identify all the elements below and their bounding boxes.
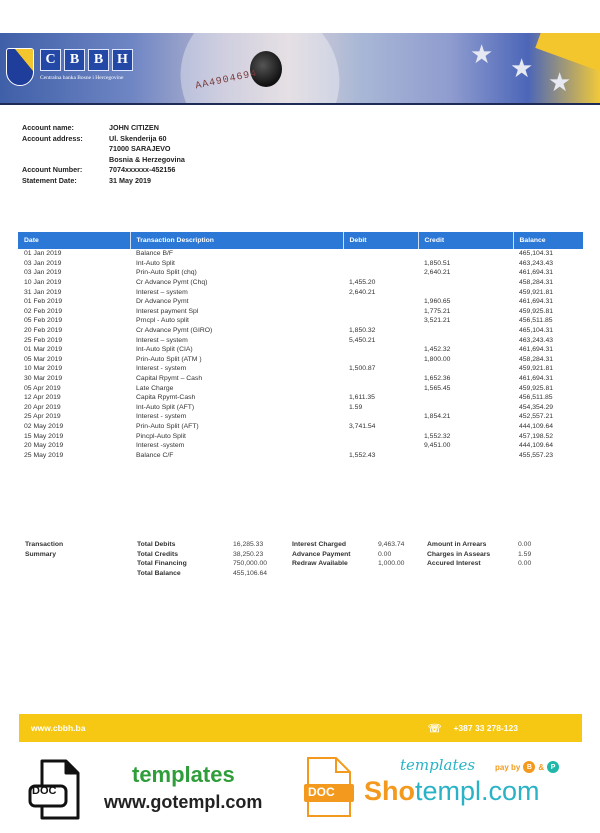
summary-label: Charges in Assears: [427, 550, 491, 558]
doc-icon-label: DOC: [308, 785, 335, 799]
cell-debit: 1,455.20: [349, 279, 376, 287]
cell-date: 02 Feb 2019: [24, 307, 63, 315]
cell-credit: [418, 335, 513, 345]
cell-debit: 1,611.35: [349, 394, 375, 402]
cell-description: Capita Rpymt-Cash: [136, 394, 196, 402]
table-row: [18, 412, 583, 422]
summary-label: Interest Charged: [292, 541, 347, 548]
footer-contact: [428, 722, 518, 735]
account-value: JOHN CITIZEN: [109, 123, 159, 132]
logo-letter: C: [40, 49, 61, 71]
cell-debit: [343, 374, 418, 384]
cell-balance: 458,284.31: [519, 355, 554, 363]
cell-credit: [418, 403, 513, 413]
cell-balance: 457,198.52: [519, 432, 554, 440]
account-label: Account name:: [22, 123, 74, 132]
table-row: [18, 278, 583, 288]
cell-date: 05 Feb 2019: [24, 317, 63, 325]
logo-letter: B: [64, 49, 85, 71]
cell-description: Interest - system: [136, 365, 187, 373]
table-row: [18, 307, 583, 317]
cell-debit: [343, 307, 418, 317]
cell-credit: 9,451.00: [424, 442, 451, 450]
cell-date: 12 Apr 2019: [24, 394, 61, 402]
cell-description: Cr Advance Pymt (GIRO): [136, 327, 213, 335]
cell-description: Dr Advance Pymt: [136, 298, 189, 306]
account-value: Ul. Skenderija 60: [109, 133, 167, 143]
summary-value: 0.00: [518, 541, 532, 548]
table-row: [18, 326, 583, 336]
cell-credit: [418, 249, 513, 259]
transactions-body: [18, 249, 583, 460]
cell-balance: 459,921.81: [519, 365, 554, 373]
table-row: [18, 249, 583, 259]
transactions-table: [18, 232, 583, 460]
cell-credit: [418, 278, 513, 288]
cell-balance: 454,354.29: [519, 403, 554, 411]
star-icon: ★: [548, 67, 572, 97]
cell-description: Late Charge: [136, 384, 174, 392]
summary-value: 9,463.74: [378, 541, 405, 548]
cell-balance: 463,243.43: [519, 336, 554, 344]
cell-balance: 459,921.81: [519, 288, 554, 296]
cell-debit: [343, 383, 418, 393]
cell-date: 30 Mar 2019: [24, 375, 63, 383]
cell-date: 10 Mar 2019: [24, 365, 63, 373]
shotempl-promo[interactable]: [300, 752, 600, 827]
account-value: Bosnia & Herzegovina: [109, 154, 185, 164]
table-row: [18, 316, 583, 326]
table-row: [18, 259, 583, 269]
footer-bar: [19, 714, 582, 742]
cell-description: Prin-Auto Split (ATM ): [136, 355, 202, 363]
cell-debit: [343, 412, 418, 422]
cell-balance: 455,557.23: [519, 451, 554, 459]
cell-date: 03 Jan 2019: [24, 259, 62, 267]
star-icon: ★: [510, 53, 534, 83]
cell-description: Interest – system: [136, 336, 188, 344]
cell-description: Cr Advance Pymt (Chq): [136, 279, 208, 287]
account-value: 7074xxxxxx-452156: [109, 165, 176, 174]
table-row: [18, 268, 583, 278]
table-row: [18, 450, 583, 460]
coat-of-arms-icon: [6, 48, 34, 86]
cell-credit: 1,775.21: [424, 307, 451, 315]
brand-sho: Sho: [364, 776, 415, 806]
summary-label: Total Financing: [137, 560, 187, 568]
account-value: 71000 SARAJEVO: [109, 144, 171, 153]
cell-date: 01 Feb 2019: [24, 298, 63, 306]
cell-credit: [418, 450, 513, 460]
table-row: [18, 345, 583, 355]
summary-value: 1,000.00: [378, 560, 405, 568]
cell-description: Balance C/F: [136, 451, 174, 459]
account-label: [22, 155, 109, 166]
promo-templates-title: templates: [132, 762, 235, 787]
account-row: [22, 155, 185, 166]
cell-date: 25 Feb 2019: [24, 336, 63, 344]
cell-balance: 465,104.31: [519, 250, 554, 258]
table-row: [18, 364, 583, 374]
logo-subtitle: Centralna banka Bosne i Hercegovine: [40, 75, 124, 81]
account-details: [22, 123, 185, 186]
account-label: Account Number:: [22, 165, 83, 174]
summary-value: 750,000.00: [233, 560, 268, 568]
cell-credit: 3,521.21: [424, 317, 451, 325]
cell-date: 20 Apr 2019: [24, 403, 61, 411]
cell-debit: 1,850.32: [349, 327, 376, 335]
cell-debit: 3,741.54: [349, 422, 376, 430]
cell-date: 31 Jan 2019: [24, 288, 62, 296]
cell-description: Prncpl - Auto split: [136, 317, 189, 325]
brand-rest: templ.com: [415, 776, 540, 806]
summary-interest: [292, 540, 404, 569]
column-header-balance: Balance: [513, 232, 583, 249]
summary-label: Amount in Arrears: [427, 541, 487, 548]
cell-balance: 461,694.31: [519, 269, 554, 277]
cell-date: 03 Jan 2019: [24, 269, 62, 277]
cell-date: 02 May 2019: [24, 422, 64, 430]
cell-description: Interest - system: [136, 413, 187, 421]
cell-balance: 458,284.31: [519, 279, 554, 287]
column-header-credit: Credit: [418, 232, 513, 249]
table-row: [18, 374, 583, 384]
cell-credit: 1,854.21: [424, 413, 451, 421]
summary-value: 16,285.33: [233, 541, 264, 548]
cell-date: 01 Mar 2019: [24, 346, 63, 354]
banknote-serial: AA4904694: [194, 68, 259, 93]
cell-balance: 465,104.31: [519, 327, 554, 335]
cell-description: Int-Auto Split (AFT): [136, 403, 195, 411]
cell-date: 15 May 2019: [24, 432, 64, 440]
cell-date: 25 May 2019: [24, 451, 64, 459]
promo-url[interactable]: www.gotempl.com: [104, 792, 263, 812]
table-row: [18, 287, 583, 297]
cell-debit: [343, 441, 418, 451]
cell-debit: 2,640.21: [349, 288, 376, 296]
summary-value: 1.59: [518, 550, 532, 558]
cell-debit: [343, 297, 418, 307]
cell-credit: [418, 422, 513, 432]
cell-description: Interest payment Spl: [136, 307, 199, 315]
cell-balance: 452,557.21: [519, 413, 554, 421]
cell-credit: 1,452.32: [424, 346, 451, 354]
account-row: [22, 144, 185, 155]
summary-title: [25, 540, 63, 559]
account-label: Account address:: [22, 133, 83, 143]
cell-credit: 1,960.65: [424, 298, 451, 306]
promo-brand[interactable]: [364, 776, 540, 807]
cell-debit: [343, 259, 418, 269]
pay-by-label: pay by: [495, 762, 521, 772]
cell-balance: 456,511.85: [519, 394, 553, 402]
cell-description: Pincpl-Auto Split: [136, 432, 186, 440]
summary-label: Accured Interest: [427, 560, 481, 568]
logo-letter: B: [88, 49, 109, 71]
table-row: [18, 355, 583, 365]
cell-balance: 444,109.64: [519, 442, 554, 450]
gotempl-promo[interactable]: [24, 752, 294, 827]
account-label: [22, 144, 109, 155]
account-value: 31 May 2019: [109, 175, 151, 185]
summary-label: Total Debits: [137, 541, 176, 548]
cell-balance: 456,511.85: [519, 317, 553, 325]
cell-balance: 459,925.81: [519, 384, 554, 392]
cell-date: 05 Mar 2019: [24, 355, 63, 363]
account-row: [22, 176, 185, 187]
cell-description: Prin-Auto Split (chq): [136, 269, 197, 277]
cell-debit: [343, 268, 418, 278]
summary-label: Redraw Available: [292, 560, 348, 568]
table-row: [18, 393, 583, 403]
table-row: [18, 383, 583, 393]
cell-debit: [343, 249, 418, 259]
cell-balance: 444,109.64: [519, 422, 554, 430]
summary-value: 0.00: [518, 560, 532, 568]
column-header-debit: Debit: [343, 232, 418, 249]
cell-credit: 1,850.51: [424, 259, 451, 267]
cell-credit: 1,552.32: [424, 432, 451, 440]
table-row: [18, 441, 583, 451]
cell-date: 10 Jan 2019: [24, 279, 62, 287]
cbbh-logo: [40, 49, 133, 71]
cell-description: Int-Auto Split (CIA): [136, 346, 193, 354]
cell-credit: [418, 326, 513, 336]
cell-debit: 1,500.87: [349, 365, 376, 373]
account-row: [22, 165, 185, 176]
summary-label: Advance Payment: [292, 550, 351, 558]
cell-description: Prin-Auto Split (AFT): [136, 422, 199, 430]
cell-date: 05 Apr 2019: [24, 384, 61, 392]
cell-debit: 1,552.43: [349, 451, 376, 459]
account-row: [22, 134, 185, 145]
cell-credit: 1,652.36: [424, 375, 451, 383]
cell-description: Int-Auto Split: [136, 259, 175, 267]
footer-phone: +387 33 278-123: [453, 723, 518, 733]
footer-website-link[interactable]: www.cbbh.ba: [31, 723, 86, 733]
cell-description: Capital Rpymt – Cash: [136, 375, 203, 383]
table-row: [18, 403, 583, 413]
phone-icon: ☏: [427, 722, 442, 735]
cell-debit: 5,450.21: [349, 336, 376, 344]
summary-title-line: Transaction: [25, 541, 64, 548]
table-row: [18, 422, 583, 432]
summary-title-line: Summary: [25, 550, 56, 558]
cell-debit: [343, 316, 418, 326]
cell-debit: [343, 431, 418, 441]
pay-amp: &: [538, 762, 545, 772]
cell-balance: 459,925.81: [519, 307, 554, 315]
summary-arrears: [427, 540, 531, 569]
header-banner: [0, 33, 600, 105]
cell-description: Interest -system: [136, 442, 185, 450]
cell-debit: [343, 345, 418, 355]
column-header-date: Date: [18, 232, 130, 249]
cell-date: 25 Apr 2019: [24, 413, 61, 421]
table-row: [18, 431, 583, 441]
summary-value: 455,106.64: [233, 569, 268, 577]
cell-credit: [418, 393, 513, 403]
cell-balance: 461,694.31: [519, 298, 554, 306]
summary-value: 0.00: [378, 550, 392, 558]
cell-date: 01 Jan 2019: [24, 250, 62, 258]
logo-letter: H: [112, 49, 133, 71]
account-row: [22, 123, 185, 134]
cell-date: 20 May 2019: [24, 442, 64, 450]
table-row: [18, 297, 583, 307]
cell-credit: 1,800.00: [424, 355, 451, 363]
bitcoin-icon: B: [523, 761, 535, 773]
table-row: [18, 335, 583, 345]
cell-credit: [418, 364, 513, 374]
cell-balance: 461,694.31: [519, 375, 554, 383]
account-label: Statement Date:: [22, 175, 77, 185]
summary-totals: [137, 540, 267, 578]
cell-balance: 463,243.43: [519, 259, 554, 267]
summary-label: Total Credits: [137, 550, 179, 558]
cell-credit: [418, 287, 513, 297]
cell-balance: 461,694.31: [519, 346, 554, 354]
cell-credit: 1,565.45: [424, 384, 451, 392]
cell-description: Interest – system: [136, 288, 188, 296]
flag-stripe: [535, 33, 600, 72]
cell-debit: 1.59: [349, 403, 363, 411]
cell-description: Balance B/F: [136, 250, 174, 258]
summary-value: 38,250.23: [233, 550, 264, 558]
cell-date: 20 Feb 2019: [24, 327, 63, 335]
summary-label: Total Balance: [137, 569, 181, 577]
promo-script-title: templates: [400, 756, 476, 774]
star-icon: ★: [470, 39, 494, 69]
table-header-row: [18, 232, 583, 249]
column-header-description: Transaction Description: [130, 232, 343, 249]
cell-debit: [343, 355, 418, 365]
doc-icon-label: DOC: [32, 785, 57, 797]
cell-credit: 2,640.21: [424, 269, 451, 277]
paypal-icon: P: [547, 761, 559, 773]
promo-pay: [495, 761, 559, 773]
